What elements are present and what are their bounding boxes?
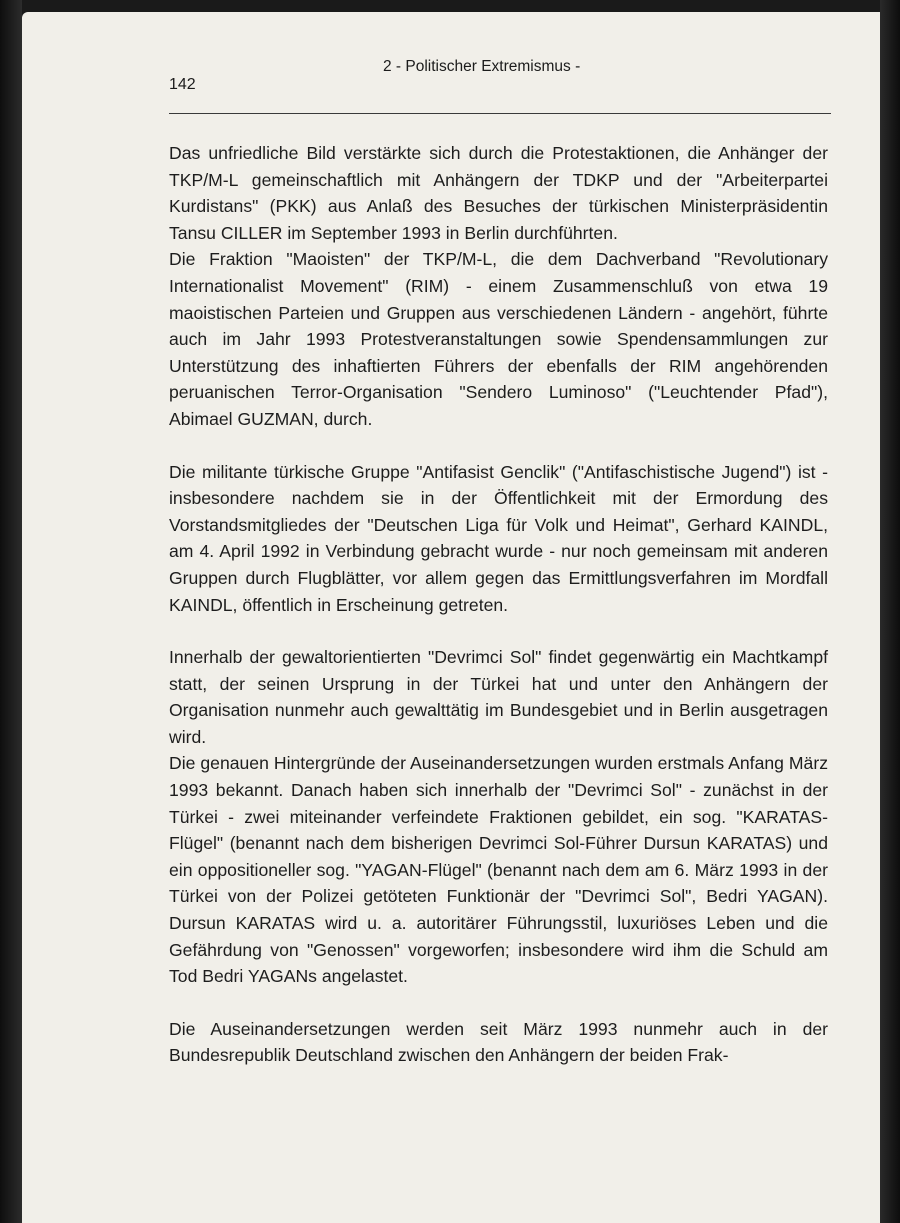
paragraph: Die Fraktion "Maoisten" der TKP/M-L, die dem Dachverband "Revolutionary Internationalist Movement" (RIM) - einem Zusammenschluß von etwa 19 maoistischen Parteien und Gruppen aus verschiedenen Ländern - angehört, führte auch im Jahr 1993 Protestveranstaltungen sowie Spendensammlungen zur Unterstützung des inhaftierten Führers der ebenfalls der RIM angehörenden peruanischen Terror-Organisation "Sendero Luminoso" ("Leuchtender Pfad"), Abimael GUZMAN, durch. bbox=[169, 249, 828, 429]
paragraph: Die militante türkische Gruppe "Antifasist Genclik" ("Antifaschistische Jugend") ist - insbesondere nachdem sie in der Öffentlichkeit mit der Ermordung des Vorstandsmitgliedes der "Deutschen Liga für Volk und Heimat", Gerhard KAINDL, am 4. April 1992 in Verbindung gebracht wurde - nur noch gemeinsam mit anderen Gruppen durch Flugblätter, vor allem gegen das Ermittlungsverfahren im Mordfall KAINDL, öffentlich in Erscheinung getreten. bbox=[169, 461, 828, 615]
paragraph: Die Auseinandersetzungen werden seit März 1993 nunmehr auch in der Bundesrepublik Deutschland zwischen den Anhängern der beiden Frak- bbox=[169, 1018, 828, 1066]
paragraph-gap bbox=[169, 433, 828, 459]
paragraph: Die genauen Hintergründe der Auseinandersetzungen wurden erstmals Anfang März 1993 bekannt. Danach haben sich innerhalb der "Devrimci Sol" - zunächst in der Türkei - zwei miteinander verfeindete Fraktionen gebildet, ein sog. "KARATAS-Flügel" (benannt nach dem bisherigen Devrimci Sol-Führer Dursun KARATAS) und ein oppositioneller sog. "YAGAN-Flügel" (benannt nach dem am 6. März 1993 in der Türkei von der Polizei getöteten Funktionär der "Devrimci Sol", Bedri YAGAN). Dursun KARATAS wird u. a. autoritärer Führungsstil, luxuriöses Leben und die Gefährdung von "Genossen" vorgeworfen; insbesondere wird ihm die Schuld am Tod Bedri YAGANs angelastet. bbox=[169, 753, 828, 987]
header-rule bbox=[169, 113, 831, 114]
running-title: 2 - Politischer Extremismus - bbox=[383, 58, 581, 75]
paragraph: Das unfriedliche Bild verstärkte sich durch die Protestaktionen, die Anhänger der TKP/M-L gemeinschaftlich mit Anhängern der TDKP und der "Arbeiterpartei Kurdistans" (PKK) aus Anlaß des Besuches der türkischen Ministerpräsidentin Tansu CILLER im September 1993 in Berlin durchführten. bbox=[169, 143, 828, 243]
page-number: 142 bbox=[169, 76, 196, 93]
page-header bbox=[169, 56, 831, 96]
body-text bbox=[169, 140, 828, 1069]
paragraph-gap bbox=[169, 618, 828, 644]
paragraph: Innerhalb der gewaltorientierten "Devrimci Sol" findet gegenwärtig ein Machtkampf statt, der seinen Ursprung in der Türkei hat und unter den Anhängern der Organisation nunmehr auch gewalttätig im Bundesgebiet und in Berlin ausgetragen wird. bbox=[169, 647, 828, 747]
page-edge-shadow-right bbox=[880, 0, 900, 1223]
paragraph-gap bbox=[169, 990, 828, 1016]
page-edge-shadow-left bbox=[0, 0, 22, 1223]
